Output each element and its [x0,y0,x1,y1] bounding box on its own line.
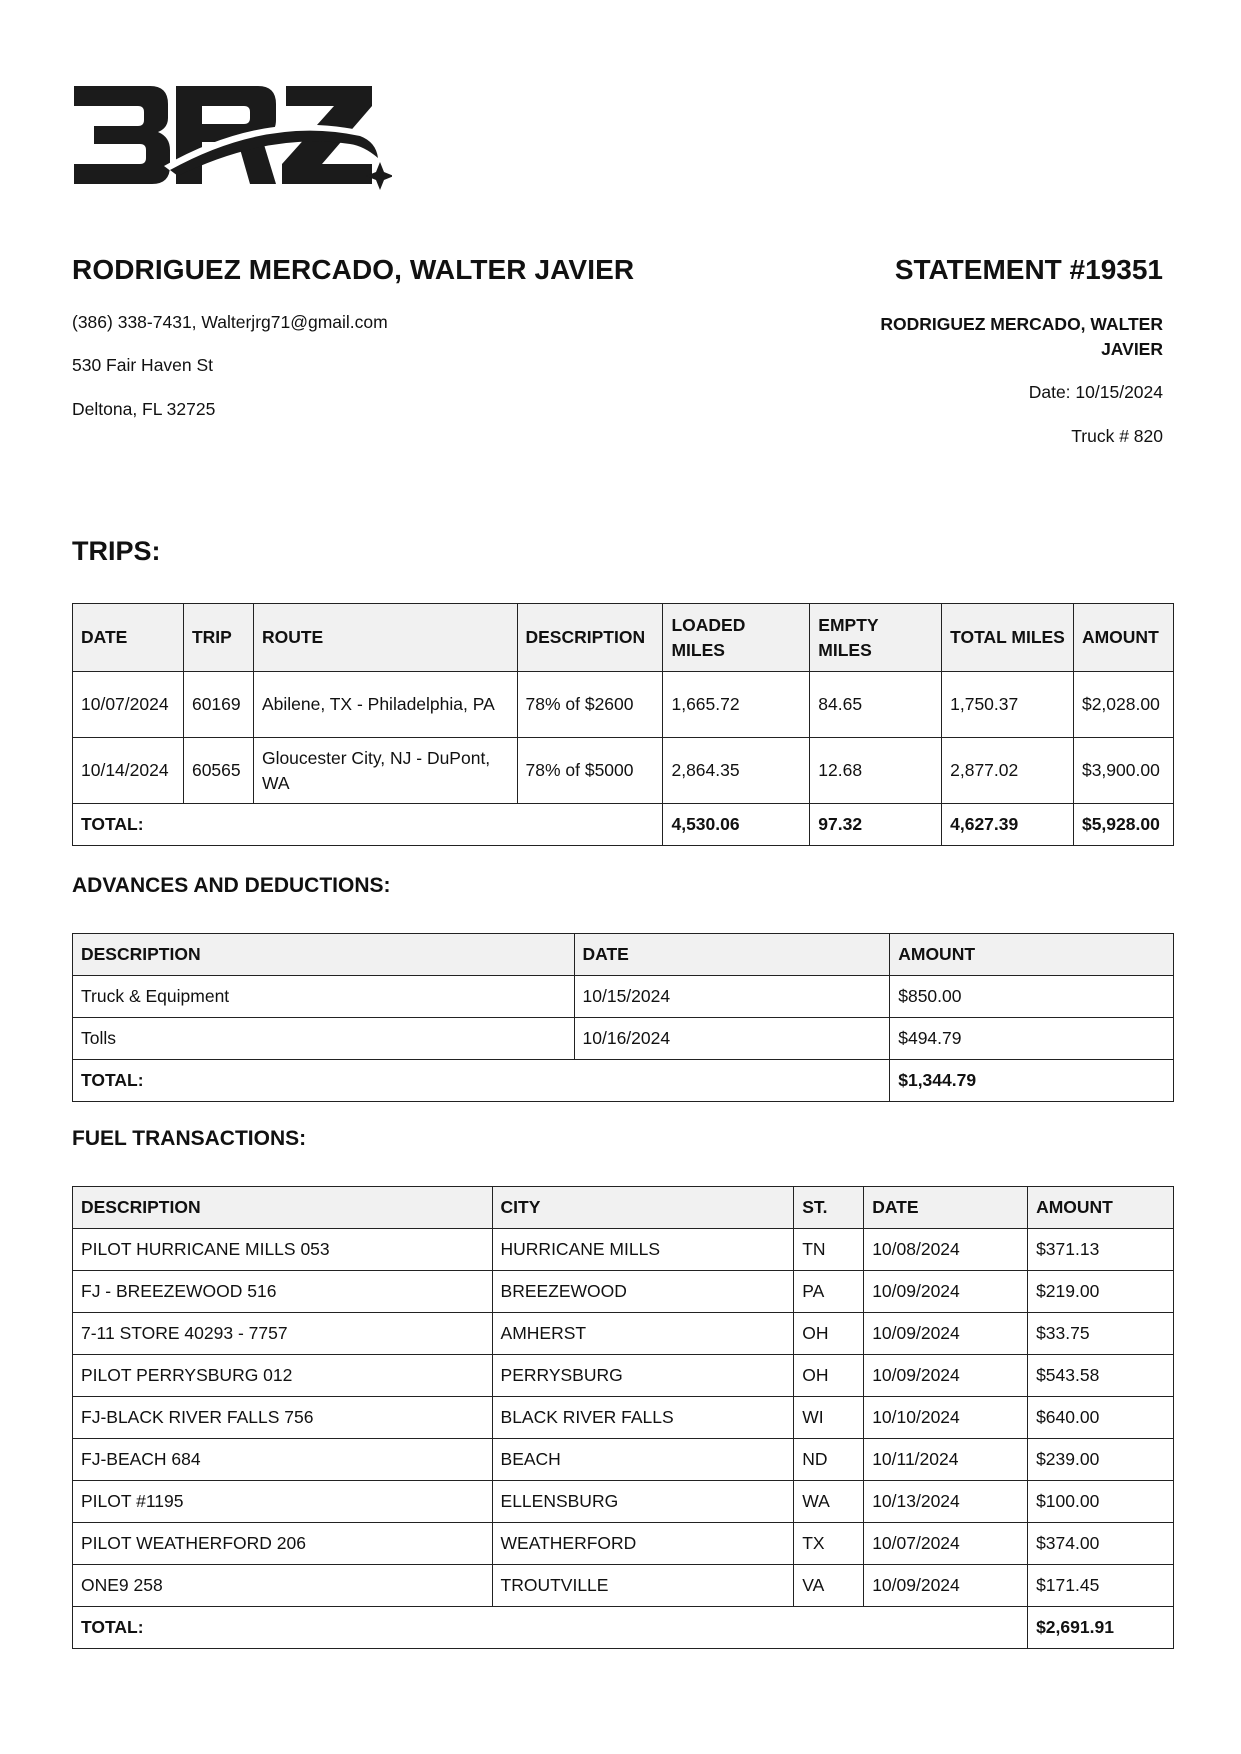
table-row [73,1018,1174,1060]
fuel-city: BREEZEWOOD [492,1271,794,1313]
fuel-amount: $371.13 [1028,1229,1174,1271]
deduction-date: 10/15/2024 [574,976,890,1018]
trips-total-amount: $5,928.00 [1073,804,1173,846]
trip-description: 78% of $5000 [517,738,663,804]
trip-route: Gloucester City, NJ - DuPont, WA [253,738,517,804]
fuel-amount: $33.75 [1028,1313,1174,1355]
fuel-city: WEATHERFORD [492,1523,794,1565]
fuel-city: AMHERST [492,1313,794,1355]
table-row [73,1229,1174,1271]
fuel-description: PILOT WEATHERFORD 206 [73,1523,493,1565]
company-logo [72,80,392,190]
deduction-date: 10/16/2024 [574,1018,890,1060]
trip-date: 10/07/2024 [73,672,184,738]
fuel-amount: $374.00 [1028,1523,1174,1565]
deduction-description: Tolls [73,1018,575,1060]
fuel-total-amount: $2,691.91 [1028,1607,1174,1649]
col-date: DATE [574,934,890,976]
trips-total-row [73,804,1174,846]
deduction-amount: $850.00 [890,976,1174,1018]
fuel-state: WA [794,1481,864,1523]
table-row [73,1313,1174,1355]
trip-loaded-miles: 1,665.72 [663,672,810,738]
fuel-amount: $100.00 [1028,1481,1174,1523]
table-row [73,672,1174,738]
fuel-state: VA [794,1565,864,1607]
table-row [73,1523,1174,1565]
fuel-state: TX [794,1523,864,1565]
fuel-date: 10/10/2024 [864,1397,1028,1439]
deductions-total-row [73,1060,1174,1102]
trip-loaded-miles: 2,864.35 [663,738,810,804]
fuel-heading: FUEL TRANSACTIONS: [72,1127,307,1150]
deductions-heading: ADVANCES AND DEDUCTIONS: [72,874,391,897]
trip-empty-miles: 84.65 [810,672,942,738]
fuel-header-row [73,1187,1174,1229]
trip-empty-miles: 12.68 [810,738,942,804]
fuel-date: 10/09/2024 [864,1565,1028,1607]
trip-route: Abilene, TX - Philadelphia, PA [253,672,517,738]
deduction-amount: $494.79 [890,1018,1174,1060]
deductions-header-row [73,934,1174,976]
fuel-city: ELLENSBURG [492,1481,794,1523]
table-row [73,1565,1174,1607]
col-date: DATE [864,1187,1028,1229]
col-total-miles: TOTAL MILES [942,604,1074,672]
truck-number: Truck # 820 [1071,426,1163,446]
brz-logo-graphic [72,80,392,190]
fuel-state: OH [794,1313,864,1355]
table-row [73,976,1174,1018]
fuel-amount: $543.58 [1028,1355,1174,1397]
fuel-description: 7-11 STORE 40293 - 7757 [73,1313,493,1355]
col-trip: TRIP [183,604,253,672]
table-row [73,1439,1174,1481]
fuel-total-label: TOTAL: [73,1607,1028,1649]
trip-number: 60169 [183,672,253,738]
fuel-amount: $640.00 [1028,1397,1174,1439]
fuel-total-row [73,1607,1174,1649]
fuel-city: TROUTVILLE [492,1565,794,1607]
driver-address-line2: Deltona, FL 32725 [72,399,216,419]
col-description: DESCRIPTION [73,1187,493,1229]
col-amount: AMOUNT [890,934,1174,976]
trips-heading: TRIPS: [72,536,161,566]
fuel-date: 10/09/2024 [864,1271,1028,1313]
trip-description: 78% of $2600 [517,672,663,738]
fuel-amount: $239.00 [1028,1439,1174,1481]
col-amount: AMOUNT [1073,604,1173,672]
fuel-state: ND [794,1439,864,1481]
fuel-state: PA [794,1271,864,1313]
fuel-description: PILOT PERRYSBURG 012 [73,1355,493,1397]
fuel-amount: $171.45 [1028,1565,1174,1607]
fuel-description: FJ-BLACK RIVER FALLS 756 [73,1397,493,1439]
trip-date: 10/14/2024 [73,738,184,804]
fuel-city: PERRYSBURG [492,1355,794,1397]
deductions-table [72,933,1174,1102]
trips-total-loaded: 4,530.06 [663,804,810,846]
col-city: CITY [492,1187,794,1229]
fuel-description: PILOT #1195 [73,1481,493,1523]
trips-total-miles: 4,627.39 [942,804,1074,846]
fuel-date: 10/08/2024 [864,1229,1028,1271]
fuel-description: FJ - BREEZEWOOD 516 [73,1271,493,1313]
statement-date: Date: 10/15/2024 [1028,382,1163,402]
statement-info [743,254,1163,454]
driver-contact: (386) 338-7431, Walterjrg71@gmail.com [72,312,388,332]
driver-address-line1: 530 Fair Haven St [72,355,214,375]
col-date: DATE [73,604,184,672]
fuel-date: 10/11/2024 [864,1439,1028,1481]
trips-total-empty: 97.32 [810,804,942,846]
fuel-date: 10/09/2024 [864,1355,1028,1397]
trip-number: 60565 [183,738,253,804]
fuel-state: OH [794,1355,864,1397]
trip-amount: $2,028.00 [1073,672,1173,738]
fuel-city: BLACK RIVER FALLS [492,1397,794,1439]
table-row [73,1397,1174,1439]
col-amount: AMOUNT [1028,1187,1174,1229]
fuel-description: PILOT HURRICANE MILLS 053 [73,1229,493,1271]
trip-total-miles: 2,877.02 [942,738,1074,804]
fuel-description: FJ-BEACH 684 [73,1439,493,1481]
trips-header-row [73,604,1174,672]
trip-total-miles: 1,750.37 [942,672,1074,738]
table-row [73,738,1174,804]
statement-title: STATEMENT #19351 [894,254,1163,285]
col-empty-miles: EMPTY MILES [810,604,942,672]
col-loaded-miles: LOADED MILES [663,604,810,672]
deductions-total-amount: $1,344.79 [890,1060,1174,1102]
statement-driver-name: RODRIGUEZ MERCADO, WALTER JAVIER [880,314,1163,359]
driver-name: RODRIGUEZ MERCADO, WALTER JAVIER [72,254,635,285]
fuel-city: HURRICANE MILLS [492,1229,794,1271]
fuel-date: 10/07/2024 [864,1523,1028,1565]
fuel-date: 10/09/2024 [864,1313,1028,1355]
fuel-description: ONE9 258 [73,1565,493,1607]
trip-amount: $3,900.00 [1073,738,1173,804]
trips-total-label: TOTAL: [73,804,663,846]
fuel-table [72,1186,1174,1649]
table-row [73,1481,1174,1523]
col-description: DESCRIPTION [517,604,663,672]
trips-table [72,603,1174,846]
col-state: ST. [794,1187,864,1229]
table-row [73,1271,1174,1313]
fuel-state: WI [794,1397,864,1439]
deduction-description: Truck & Equipment [73,976,575,1018]
table-row [73,1355,1174,1397]
col-description: DESCRIPTION [73,934,575,976]
deductions-total-label: TOTAL: [73,1060,890,1102]
col-route: ROUTE [253,604,517,672]
fuel-state: TN [794,1229,864,1271]
driver-info [72,254,772,419]
fuel-amount: $219.00 [1028,1271,1174,1313]
fuel-city: BEACH [492,1439,794,1481]
fuel-date: 10/13/2024 [864,1481,1028,1523]
